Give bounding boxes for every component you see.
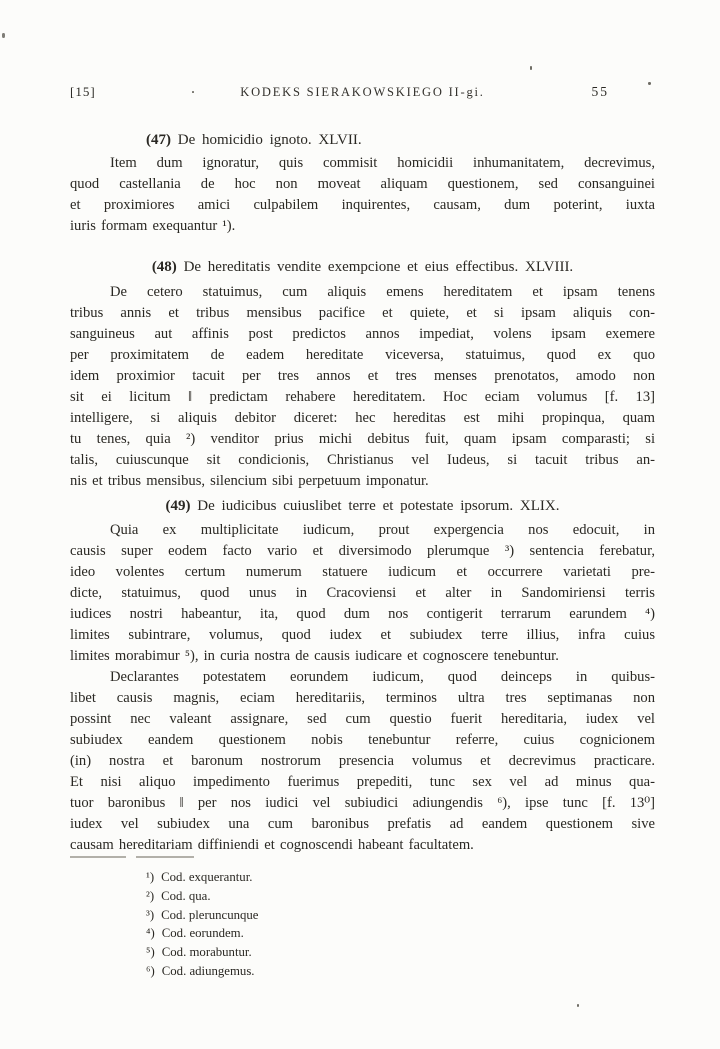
- text-line: Et nisi aliquo impedimento fuerimus prepediti, tunc sex vel ad minus qua-: [70, 774, 655, 790]
- scan-speck: [530, 66, 532, 70]
- text-line: iuris formam exequantur ¹).: [70, 218, 236, 234]
- section-heading: [70, 496, 655, 517]
- separator-segment: [136, 856, 194, 858]
- text-line: limites subintrare, volumus, quod iudex et subiudex terre illius, infra cuius: [70, 627, 655, 643]
- text-line: quod castellania de hoc non moveat aliquam questionem, sed consanguinei: [70, 176, 655, 192]
- section-title: De hereditatis vendite exempcione et eius effectibus. XLVIII.: [183, 259, 574, 275]
- text-line: tuor baronibus ‖ per nos iudici vel subiudici adiungendis ⁶), ipse tunc [f. 13⁰]: [70, 795, 655, 811]
- scan-speck: [2, 33, 5, 38]
- footnote-text: Cod. pleruncunque: [161, 907, 259, 922]
- footnote-text: Cod. qua.: [161, 888, 211, 903]
- text-line: tribus annis et tribus mensibus pacifice et quiete, et si ipsam aliquis con-: [70, 305, 655, 321]
- text-line: et proximiores amici culpabilem inquirentes, causam, dum poterint, iuxta: [70, 197, 655, 213]
- section: [70, 257, 655, 492]
- footnote: [146, 906, 259, 925]
- text-line: tu tenes, quia ²) venditor prius michi debitus fuit, quam ipsam comparasti; si: [70, 431, 655, 447]
- footnotes: [146, 868, 259, 981]
- text-line: De cetero statuimus, cum aliquis emens hereditatem et ipsam tenens: [110, 284, 655, 300]
- text-line: ideo volentes certum numerum statuere iudicum et occurrere varietati pre-: [70, 564, 655, 580]
- text-line: intelligere, si aliquis debitor diceret: hec hereditas est mihi propinqua, quam: [70, 410, 655, 426]
- footnote: [146, 943, 259, 962]
- text-line: causam hereditariam diffiniendi et cognoscendi habeant facultatem.: [70, 837, 474, 853]
- footnote-text: Cod. eorundem.: [161, 926, 244, 941]
- body-text: [70, 126, 655, 856]
- section-heading: [70, 130, 655, 151]
- text-line: per proximitatem de eadem hereditate viceversa, statuimus, quod ex quo: [70, 347, 655, 363]
- section: [70, 496, 655, 856]
- footnote-text: Cod. adiungemus.: [161, 963, 255, 978]
- text-line: Declarantes potestatem eorundem iudicum, quod deinceps in quibus-: [110, 669, 655, 685]
- footnote-marker: ³): [146, 907, 155, 922]
- paragraph: [70, 667, 655, 856]
- text-line: causis super eodem facto vario et diversimodo plerumque ³) sentencia ferebatur,: [70, 543, 655, 559]
- text-line: talis, cuiuscunque sit condicionis, Christianus vel Iudeus, si tacuit tribus an-: [70, 452, 655, 468]
- paragraph: [70, 520, 655, 667]
- section-heading: [70, 257, 655, 278]
- text-line: Quia ex multiplicitate iudicum, prout expergencia nos edocuit, in: [110, 522, 655, 538]
- running-header: [70, 84, 655, 100]
- footnote-marker: ²): [146, 888, 155, 903]
- footnote-text: Cod. exquerantur.: [161, 870, 253, 884]
- section-number: (47): [146, 132, 171, 148]
- section-number: (48): [151, 259, 177, 275]
- section-title: De iudicibus cuiuslibet terre et potestate ipsorum. XLIX.: [197, 498, 560, 514]
- text-line: Item dum ignoratur, quis commisit homicidii inhumanitatem, decrevimus,: [110, 155, 655, 171]
- text-line: idem proximior tacuit per tres annos et tres menses prenotatos, amodo non: [70, 368, 655, 384]
- text-line: subiudex eandem questionem nobis tenebuntur referre, cuius cognicionem: [70, 732, 655, 748]
- text-line: sit ei licitum ‖ predictam rehabere hereditatem. Hoc eciam volumus [f. 13]: [70, 389, 655, 405]
- text-line: iudices nostri habeantur, ita, quod dum nos contigerit terrarum earundem ⁴): [70, 606, 655, 622]
- text-line: nis et tribus mensibus, silencium sibi perpetuum imponatur.: [70, 473, 429, 489]
- footnote: [146, 868, 259, 887]
- text-line: libet causis magnis, eciam hereditariis, terminos ultra tres septimanas non: [70, 690, 655, 706]
- section-number: (49): [165, 498, 191, 514]
- text-line: sanguineus aut affinis post predictos annos impediat, volens ipsam exemere: [70, 326, 655, 342]
- text-line: dicte, statuimus, quod unus in Cracoviensi et alter in Sandomiriensi terris: [70, 585, 655, 601]
- footnote-text: Cod. morabuntur.: [161, 945, 252, 960]
- text-line: iudex vel subiudex una cum baronibus prefatis ad eandem questionem sive: [70, 816, 655, 832]
- footnote-marker: ⁵): [146, 945, 155, 960]
- scan-speck: [577, 1004, 579, 1007]
- footnote-marker: ⁴): [146, 926, 155, 941]
- footnote: [146, 924, 259, 943]
- text-line: (in) nostra et baronum nostrorum presencia volumus et decrevimus practicare.: [70, 753, 655, 769]
- text-line: possint nec valeant assignare, sed cum questio fuerit hereditaria, iudex vel: [70, 711, 655, 727]
- page-number: 55: [591, 84, 609, 99]
- section-title: De homicidio ignoto. XLVII.: [177, 132, 362, 148]
- paragraph: [70, 153, 655, 237]
- section: [70, 130, 655, 237]
- footnote-marker: ¹): [146, 870, 155, 884]
- paragraph: [70, 282, 655, 492]
- folio-mark: [15]: [70, 84, 96, 99]
- footnote: [146, 962, 259, 981]
- separator-segment: [70, 856, 126, 858]
- running-title: KODEKS SIERAKOWSKIEGO II-gi.: [240, 85, 485, 99]
- text-line: limites morabimur ⁵), in curia nostra de causis iudicare et cognoscere tenebuntur.: [70, 648, 559, 664]
- footnote: [146, 887, 259, 906]
- footnote-marker: ⁶): [146, 963, 155, 978]
